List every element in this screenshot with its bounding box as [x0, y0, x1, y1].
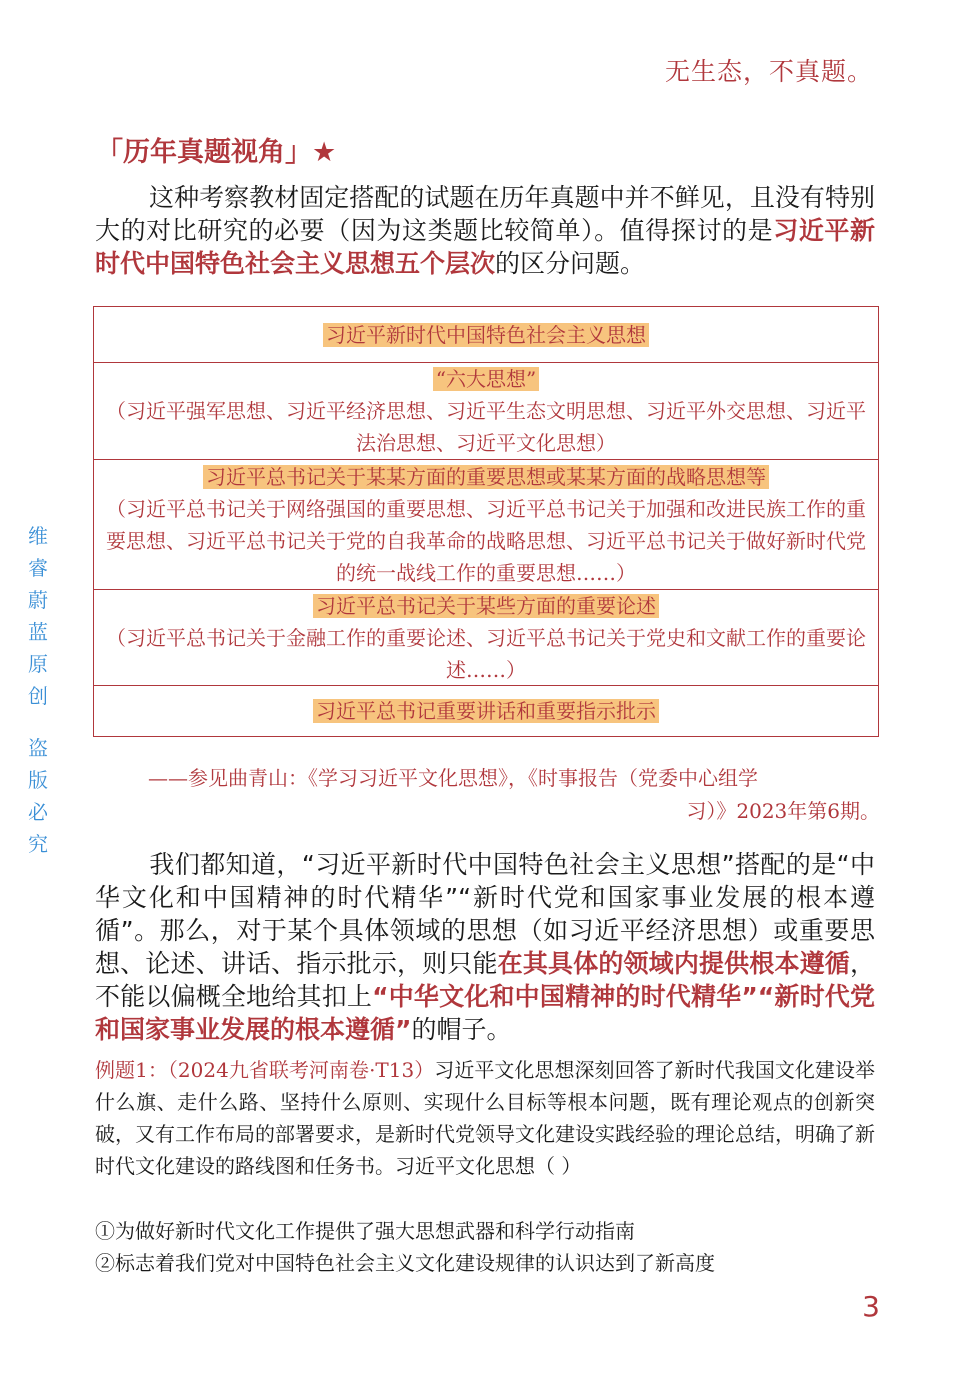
intro-text-1: 这种考察教材固定搭配的试题在历年真题中并不鲜见，且没有特别大的对比研究的必要（因为这类题比较简单）。值得探讨的是	[95, 183, 875, 245]
example-question	[95, 1054, 875, 1182]
header-slogan: 无生态，不真题。	[664, 57, 873, 86]
example-option-2: ②标志着我们党对中国特色社会主义文化建设规律的认识达到了新高度	[95, 1251, 715, 1275]
row-heading: “六大思想”	[433, 367, 539, 391]
intro-text-2: 的区分问题。	[495, 249, 646, 278]
row-heading: 习近平总书记关于某某方面的重要思想或某某方面的战略思想等	[203, 465, 769, 489]
table-row	[94, 307, 878, 363]
row-detail: （习近平总书记关于网络强国的重要思想、习近平总书记关于加强和改进民族工作的重要思想、习近平总书记关于党的自我革命的战略思想、习近平总书记关于做好新时代党的统一战线工作的重要思想……）	[106, 496, 866, 585]
body-highlight-2: “中华文化和中国精神的时代精华”“新时代党和国家事业发展的根本遵循”	[95, 982, 875, 1044]
hierarchy-table	[93, 306, 879, 737]
table-row	[94, 686, 878, 736]
body-text-2: ，不能以偏概全地给其扣上	[95, 949, 875, 1011]
row-heading: 习近平总书记重要讲话和重要指示批示	[313, 699, 659, 723]
sidebar-char: 版	[28, 768, 48, 792]
page-number: 3	[862, 1290, 880, 1323]
body-text-3: 的帽子。	[411, 1015, 512, 1044]
example-lead: 例题1：（2024九省联考河南卷·T13）	[95, 1058, 435, 1082]
sidebar-char: 究	[28, 832, 48, 856]
body-highlight-1: 在其具体的领域内提供根本遵循	[497, 949, 850, 978]
sidebar-char: 必	[28, 800, 48, 824]
source-line-1: ——参见曲青山：《学习习近平文化思想》，《时事报告（党委中心组学	[148, 766, 758, 790]
copyright-sidebar	[25, 520, 51, 860]
sidebar-char: 睿	[28, 556, 48, 580]
intro-highlight: 习近平新时代中国特色社会主义思想五个层次	[95, 216, 875, 278]
example-option-1: ①为做好新时代文化工作提供了强大思想武器和科学行动指南	[95, 1219, 635, 1243]
table-row	[94, 363, 878, 460]
sidebar-char: 原	[28, 652, 48, 676]
sidebar-char: 蓝	[28, 620, 48, 644]
sidebar-char: 维	[28, 524, 48, 548]
body-text-1: 我们都知道，“习近平新时代中国特色社会主义思想”搭配的是“中华文化和中国精神的时代精华”“新时代党和国家事业发展的根本遵循”。那么，对于某个具体领域的思想（如习近平经济思想）或重要思想、论述、讲话、指示批示，则只能	[95, 850, 875, 978]
section-title: 「历年真题视角」★	[96, 137, 337, 168]
intro-paragraph	[95, 181, 875, 280]
row-detail: （习近平总书记关于金融工作的重要论述、习近平总书记关于党史和文献工作的重要论述……）	[106, 625, 866, 682]
source-citation	[148, 762, 880, 828]
sidebar-char: 蔚	[28, 588, 48, 612]
sidebar-char: 盗	[28, 736, 48, 760]
table-row	[94, 460, 878, 590]
example-text: 习近平文化思想深刻回答了新时代我国文化建设举什么旗、走什么路、坚持什么原则、实现什么目标等根本问题，既有理论观点的创新突破，又有工作布局的部署要求，是新时代党领导文化建设实践经验的理论总结，明确了新时代文化建设的路线图和任务书。习近平文化思想（ ）	[95, 1058, 875, 1178]
sidebar-char: 创	[28, 684, 48, 708]
body-paragraph	[95, 848, 875, 1046]
row-heading: 习近平总书记关于某些方面的重要论述	[313, 594, 659, 618]
table-row	[94, 590, 878, 686]
source-line-2: 习）》2023年第6期。	[686, 799, 880, 823]
row-heading: 习近平新时代中国特色社会主义思想	[323, 323, 649, 347]
row-detail: （习近平强军思想、习近平经济思想、习近平生态文明思想、习近平外交思想、习近平法治思想、习近平文化思想）	[106, 399, 866, 455]
